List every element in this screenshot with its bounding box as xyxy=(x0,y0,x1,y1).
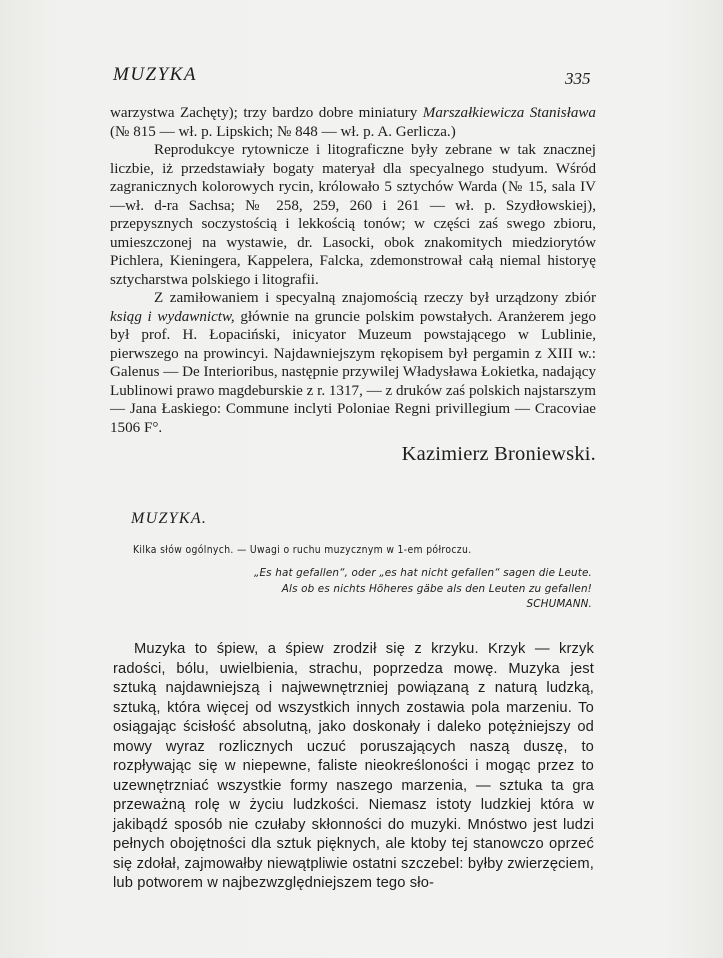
author-signature: Kazimierz Broniewski. xyxy=(401,443,596,465)
section-title: MUZYKA. xyxy=(131,510,208,527)
section-subtitle: Kilka słów ogólnych. — Uwagi o ruchu muzycznym w 1-em półroczu. xyxy=(133,544,472,556)
paragraph-music xyxy=(113,640,594,894)
italic-title: Marszałkiewicza Stanisława xyxy=(422,105,596,121)
paragraph-miniatures xyxy=(110,104,596,141)
text-span: Muzyka to śpiew, a śpiew zrodził się z krzyku. Krzyk — krzyk radości, bólu, uwielbienia, strachu, poprzedza mowę. Muzyka jest sztuką najdawniejszą i najwewnętrzniej powiązaną z naturą ludzką, sztuką, która więcej od wszystkich innych zostawia pola marzeniu. To osiągając ścisłość absolutną, jako doskonały i daleko potężniejszy od mowy wyraz rozlicznych uczuć poruszających naszą duszę, to rozpływając się w niepewne, faliste nieokreśloności i mogąc przez to uzewnętrzniać wszystkie formy naszego marzenia, — sztuka ta gra przeważną rolę w życiu ludzkości. Niemasz istoty ludzkiej która w jakibądź sposób nie czułaby skłonności do muzyki. Mnóstwo jest ludzi pełnych obojętności dla sztuk pięknych, ale ktoby tej stanowczo oprzeć się zdołał, zajmowałby niewątpliwie ostatni szczebel: byłby zwierzęciem, lub potworem w najbezwzględniejszem tego sło- xyxy=(113,641,594,891)
epigraph-line: „Es hat gefallen“, oder „es hat nicht gefallen“ sagen die Leute. xyxy=(253,567,592,579)
text-span: warzystwa Zachęty); trzy bardzo dobre miniatury xyxy=(110,105,423,121)
page-number: 335 xyxy=(565,69,591,88)
italic-term: ksiąg i wydawnictw, xyxy=(110,308,235,325)
text-span: Z zamiłowaniem i specyalną znajomością rzeczy był urządzony zbiór xyxy=(154,290,596,306)
paragraph-reproductions: Reprodukcye rytownicze i litograficzne były zebrane w tak znacznej liczbie, iż przedstawiały bogaty materyał dla specyalnego studyum. Wśród zagranicznych kolorowych rycin, królowało 5 sztychów Warda (№ 15, sala IV—wł. d-ra Sachsa; № 258, 259, 260 i 261 — wł. p. Szydłowskiej), przepysznych soczystością i lekkością tonów; w części zaś swego zbioru, umieszczonej na wystawie, dr. Lasocki, obok znakomitych miedziorytów Pichlera, Kieningera, Kappelera, Falcka, zdemonstrował całą niemal historyę sztycharstwa polskiego i litografii. xyxy=(110,142,596,288)
running-head: MUZYKA xyxy=(113,64,197,85)
epigraph-line: Als ob es nichts Höheres gäbe als den Leuten zu gefallen! xyxy=(281,582,592,595)
article-continuation xyxy=(110,104,596,437)
text-span: głównie na gruncie polskim powstałych. Aranżerem jego był prof. H. Łopaciński, inicyator Muzeum powstającego w Lublinie, pierwszego na prowincyi. Najdawniejszym rękopisem był pergamin z XIII w.: Galenus — De Interioribus, następnie przywilej Władysława Łokietka, nadający Lublinowi prawo magdeburskie z r. 1317, — z druków zaś polskich najstarszym — Jana Łaskiego: Commune inclyti Poloniae Regni privillegium — Cracoviae 1506 F°. xyxy=(110,308,596,436)
paragraph-books xyxy=(110,289,596,437)
epigraph-author: SCHUMANN. xyxy=(526,598,592,610)
section-body xyxy=(113,640,594,894)
text-span: (№ 815 — wł. p. Lipskich; № 848 — wł. p. A. Gerlicza.) xyxy=(110,123,456,140)
epigraph xyxy=(150,566,592,613)
